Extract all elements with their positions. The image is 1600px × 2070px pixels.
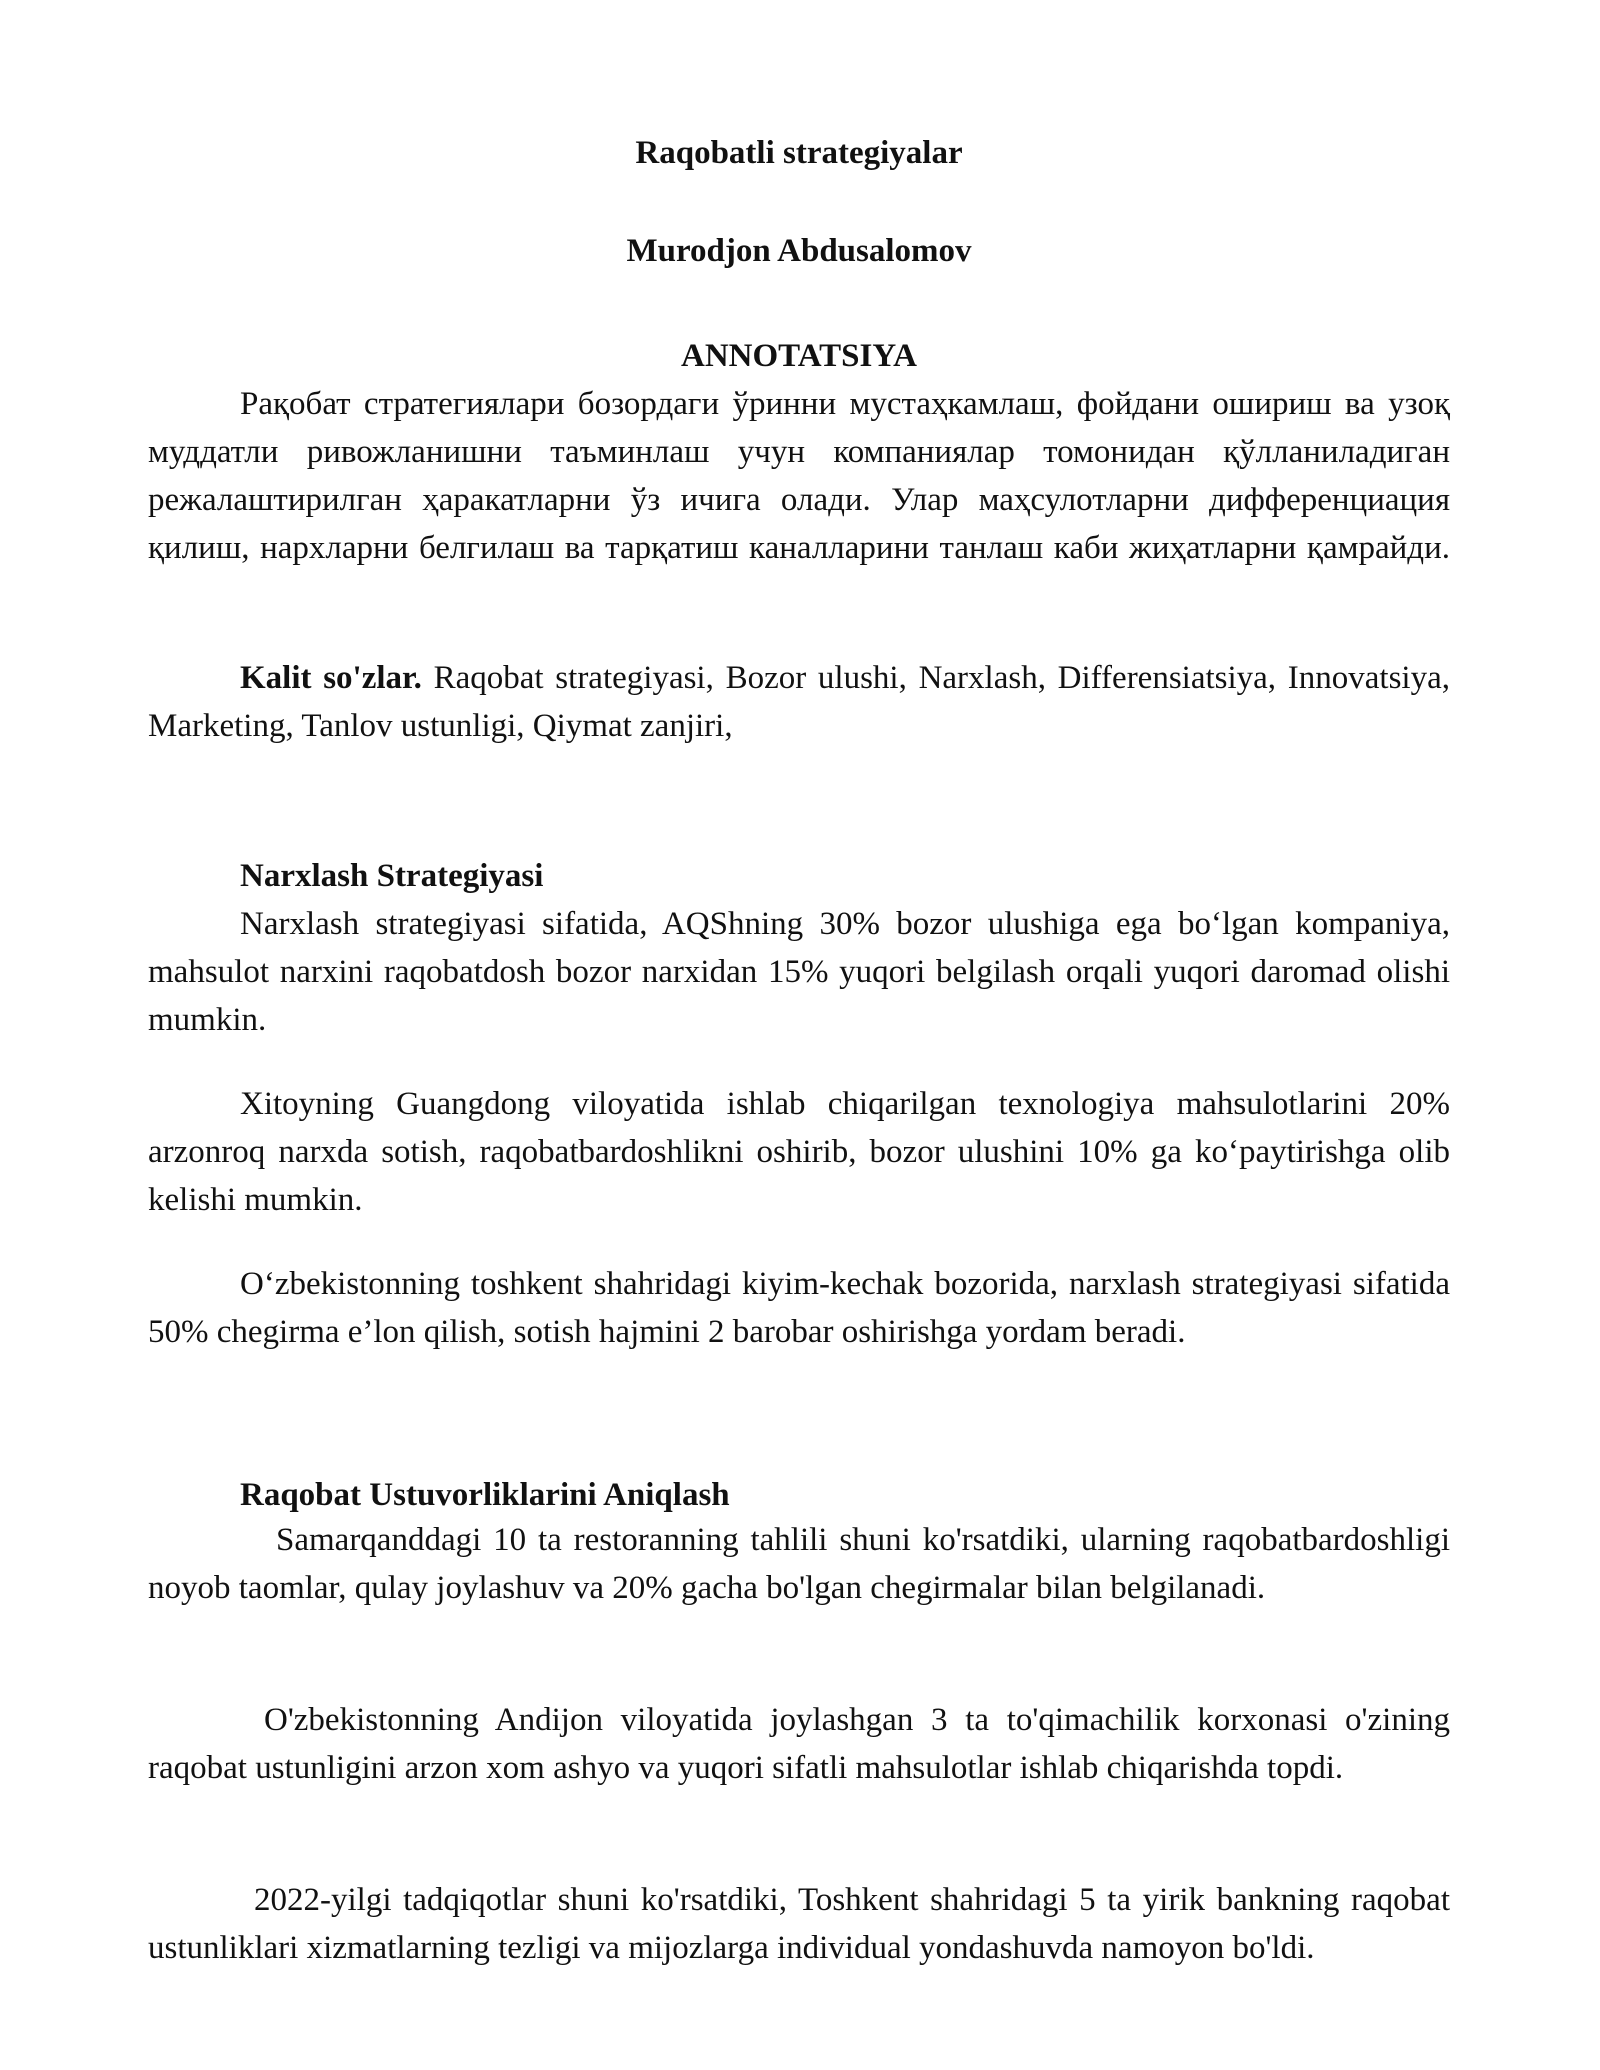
section-paragraph: O‘zbekistonning toshkent shahridagi kiyim-kechak bozorida, narxlash strategiyasi sifatida 50% chegirma e’lon qilish, sotish hajmini 2 barobar oshirishga yordam beradi. [148, 1266, 1450, 1350]
keywords-label: Kalit so'zlar. [240, 660, 422, 696]
section-paragraph: O'zbekistonning Andijon viloyatida joylashgan 3 ta to'qimachilik korxonasi o'zining raqobat ustunligini arzon xom ashyo va yuqori sifatli mahsulotlar ishlab chiqarishda topdi. [148, 1702, 1450, 1786]
author-name: Murodjon Abdusalomov [626, 233, 972, 269]
document-title: Raqobatli strategiyalar [635, 135, 963, 171]
keywords-paragraph [148, 654, 1450, 750]
keywords-text: Raqobat strategiyasi, Bozor ulushi, Narxlash, Differensiatsiya, Innovatsiya, Marketing, Tanlov ustunligi, Qiymat zanjiri, [148, 660, 1450, 744]
section-paragraph: Samarqanddagi 10 ta restoranning tahlili shuni ko'rsatdiki, ularning raqobatbardoshligi noyob taomlar, qulay joylashuv va 20% gacha bo'lgan chegirmalar bilan belgilanadi. [148, 1522, 1450, 1606]
section-heading-narxlash: Narxlash Strategiyasi [240, 858, 544, 894]
section-heading-raqobat-ustuvorliklari: Raqobat Ustuvorliklarini Aniqlash [240, 1477, 730, 1513]
annotation-text: Рақобат стратегиялари бозордаги ўринни мустаҳкамлаш, фойдани ошириш ва узоқ муддатли ривожланишни таъминлаш учун компаниялар томонидан қўлланиладиган режалаштирилган ҳаракатларни ўз ичига олади. Улар маҳсулотларни дифференциация қилиш, нархларни белгилаш ва тарқатиш каналларини танлаш каби жиҳатларни қамрайди. [148, 386, 1450, 566]
annotation-heading: ANNOTATSIYA [681, 338, 917, 374]
section-paragraph: Xitoyning Guangdong viloyatida ishlab chiqarilgan texnologiya mahsulotlarini 20% arzonroq narxda sotish, raqobatbardoshlikni oshirib, bozor ulushini 10% ga ko‘paytirishga olib kelishi mumkin. [148, 1086, 1450, 1218]
section-paragraph: Narxlash strategiyasi sifatida, AQShning 30% bozor ulushiga ega bo‘lgan kompaniya, mahsulot narxini raqobatdosh bozor narxidan 15% yuqori belgilash orqali yuqori daromad olishi mumkin. [148, 906, 1450, 1038]
section-paragraph: 2022-yilgi tadqiqotlar shuni ko'rsatdiki, Toshkent shahridagi 5 ta yirik bankning raqobat ustunliklari xizmatlarning tezligi va mijozlarga individual yondashuvda namoyon bo'ldi. [148, 1882, 1450, 1966]
